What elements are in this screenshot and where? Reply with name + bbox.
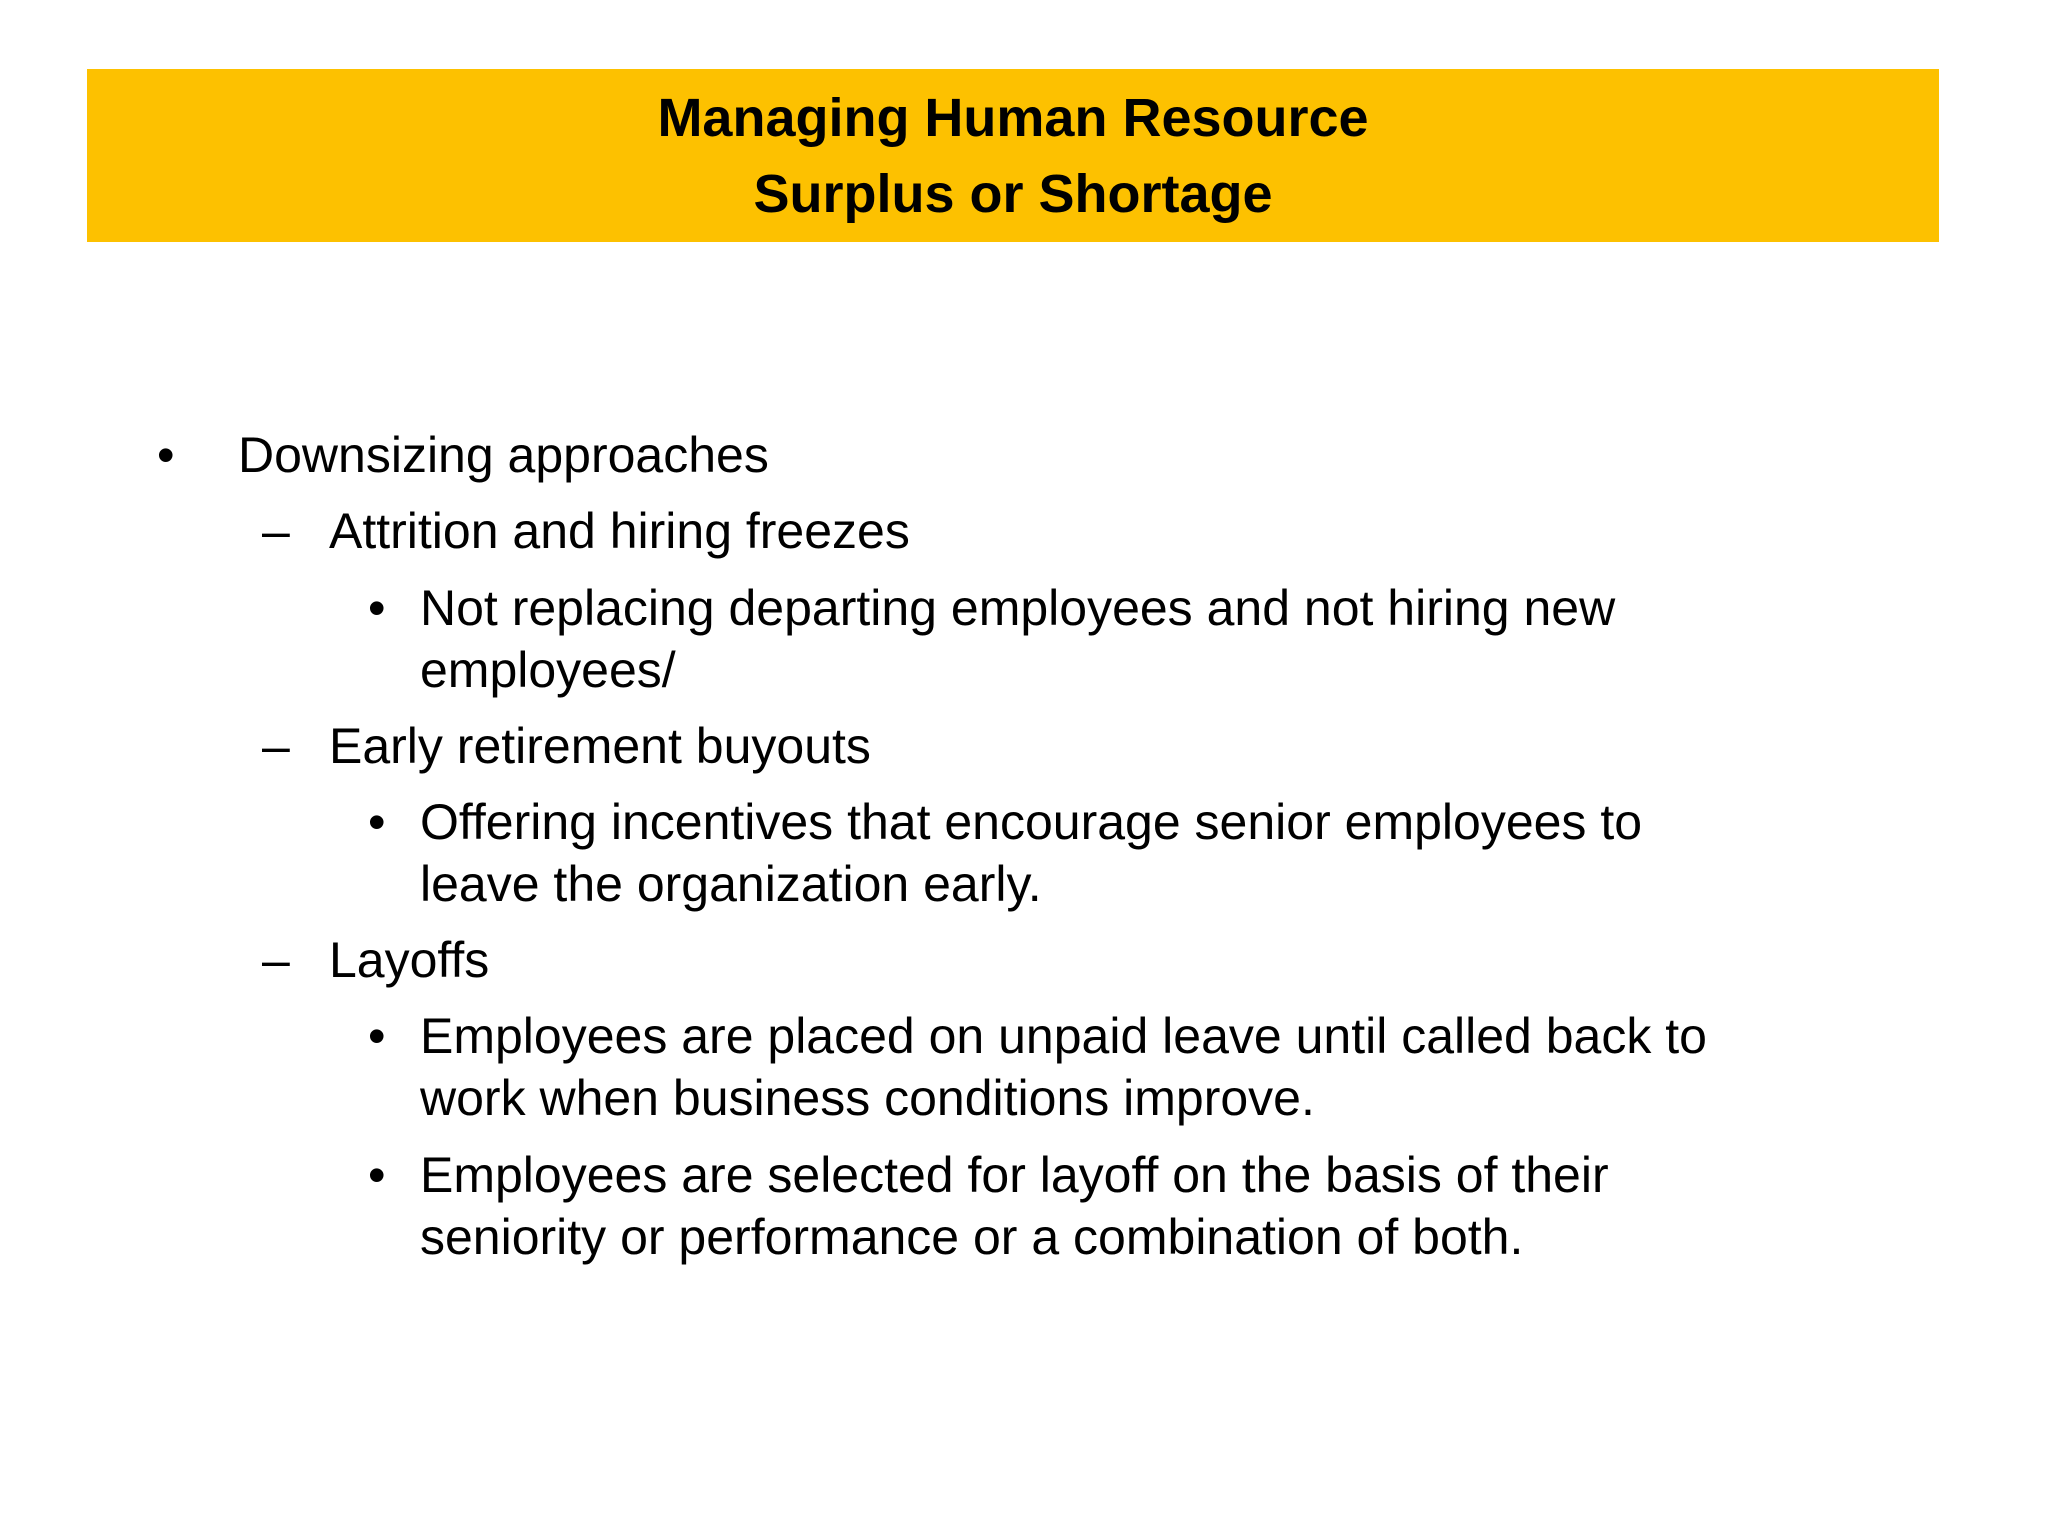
bullet-downsizing: Downsizing approaches: [238, 427, 769, 483]
level2-dash-marker: –: [262, 503, 290, 559]
bullet-layoffs: Layoffs: [329, 932, 490, 988]
level3-bullet-marker: •: [368, 794, 386, 850]
early-retirement-detail-line-2: leave the organization early.: [420, 856, 1042, 912]
level3-bullet-marker: •: [368, 1147, 386, 1203]
title-line-2: Surplus or Shortage: [753, 163, 1273, 224]
level2-dash-marker: –: [262, 718, 290, 774]
level3-bullet-marker: •: [368, 580, 386, 636]
layoffs-detail-2-line-1: Employees are selected for layoff on the basis of their: [420, 1147, 1609, 1203]
layoffs-detail-2-line-2: seniority or performance or a combination of both.: [420, 1209, 1524, 1265]
attrition-detail-line-2: employees/: [420, 642, 676, 698]
level3-bullet-marker: •: [368, 1008, 386, 1064]
level2-dash-marker: –: [262, 932, 290, 988]
level1-bullet-marker: •: [157, 427, 175, 483]
layoffs-detail-1-line-2: work when business conditions improve.: [420, 1070, 1315, 1126]
title-line-1: Managing Human Resource: [657, 87, 1369, 148]
layoffs-detail-1-line-1: Employees are placed on unpaid leave until called back to: [420, 1008, 1707, 1064]
bullet-early-retirement: Early retirement buyouts: [329, 718, 871, 774]
bullet-attrition: Attrition and hiring freezes: [329, 503, 910, 559]
early-retirement-detail-line-1: Offering incentives that encourage senior employees to: [420, 794, 1643, 850]
attrition-detail-line-1: Not replacing departing employees and not hiring new: [420, 580, 1616, 636]
